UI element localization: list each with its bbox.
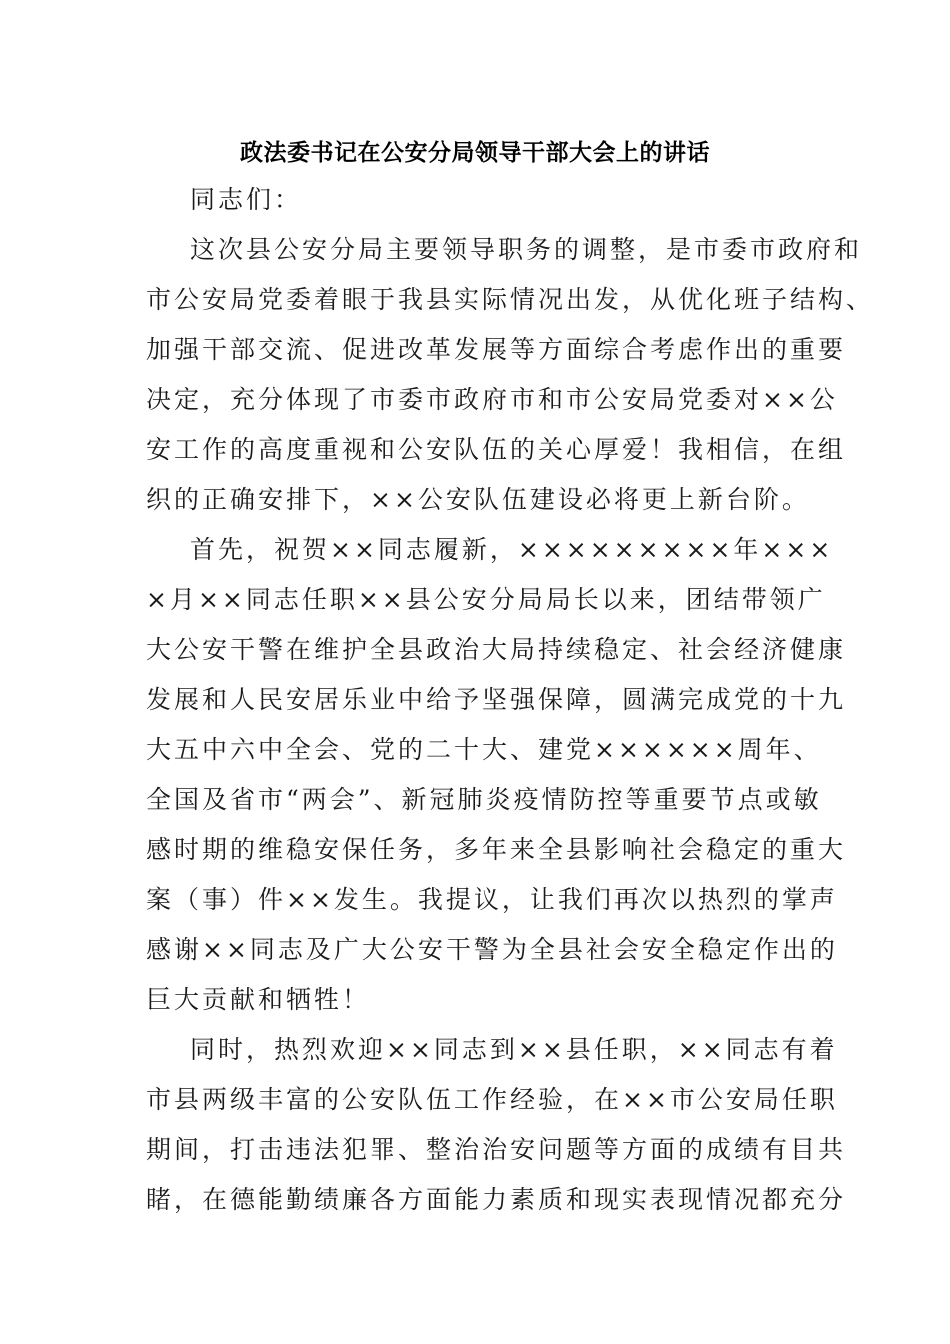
paragraph-1-line-2: 市公安局党委着眼于我县实际情况出发，从优化班子结构、 (146, 285, 875, 314)
paragraph-1-line-4: 决定，充分体现了市委市政府市和市公安局党委对××公 (146, 385, 838, 414)
paragraph-3-line-4: 睹，在德能勤绩廉各方面能力素质和现实表现情况都充分 (146, 1185, 847, 1214)
paragraph-2-line-3: 大公安干警在维护全县政治大局持续稳定、社会经济健康 (146, 635, 847, 664)
paragraph-2-line-10: 巨大贡献和牺牲！ (146, 985, 371, 1014)
paragraph-3-line-1: 同时，热烈欢迎××同志到××县任职，××同志有着 (190, 1035, 838, 1064)
paragraph-1-line-3: 加强干部交流、促进改革发展等方面综合考虑作出的重要 (146, 335, 847, 364)
paragraph-3-line-3: 期间，打击违法犯罪、整治治安问题等方面的成绩有目共 (146, 1135, 847, 1164)
paragraph-1-line-1: 这次县公安分局主要领导职务的调整，是市委市政府和 (190, 235, 863, 264)
paragraph-2-line-4: 发展和人民安居乐业中给予坚强保障，圆满完成党的十九 (146, 685, 847, 714)
paragraph-2-line-7: 感时期的维稳安保任务，多年来全县影响社会稳定的重大 (146, 835, 847, 864)
document-title: 政法委书记在公安分局领导干部大会上的讲话 (240, 139, 710, 166)
paragraph-2-line-2: ×月××同志任职××县公安分局局长以来，团结带领广 (146, 585, 826, 614)
paragraph-3-line-2: 市县两级丰富的公安队伍工作经验，在××市公安局任职 (146, 1085, 838, 1114)
paragraph-1-line-5: 安工作的高度重视和公安队伍的关心厚爱！我相信，在组 (146, 435, 847, 464)
paragraph-1-line-6: 织的正确安排下，××公安队伍建设必将更上新台阶。 (146, 485, 810, 514)
paragraph-2-line-6: 全国及省市“两会”、新冠肺炎疫情防控等重要节点或敏 (146, 785, 822, 814)
paragraph-2-line-8: 案（事）件××发生。我提议，让我们再次以热烈的掌声 (146, 885, 838, 914)
salutation: 同志们： (190, 185, 303, 214)
paragraph-2-line-5: 大五中六中全会、党的二十大、建党××××××周年、 (146, 735, 822, 764)
paragraph-2-line-9: 感谢××同志及广大公安干警为全县社会安全稳定作出的 (146, 935, 838, 964)
paragraph-2-line-1: 首先，祝贺××同志履新，×××××××××年××× (190, 535, 834, 564)
